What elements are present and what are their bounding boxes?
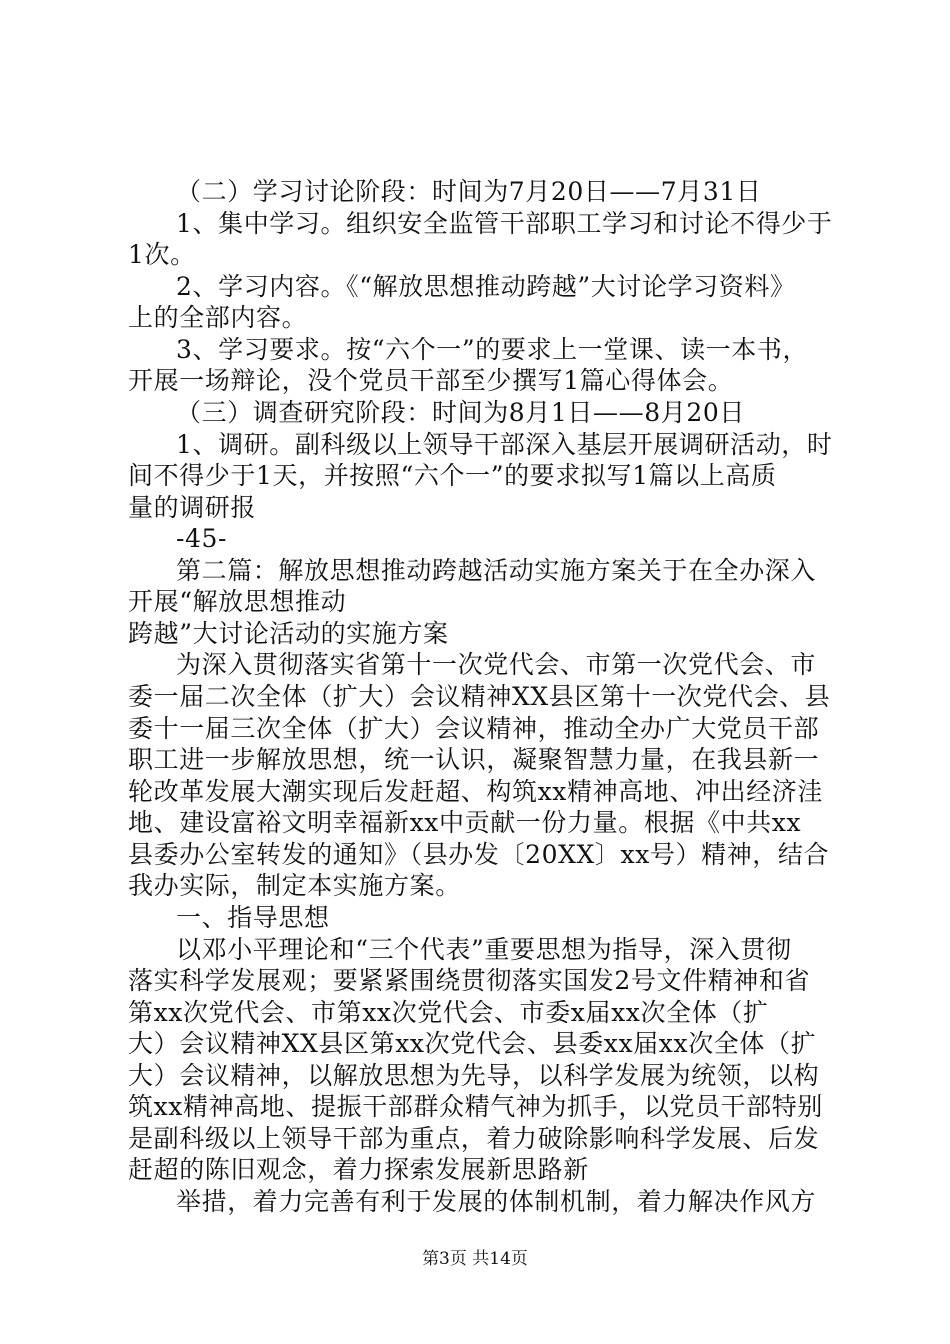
- heading: 一、指导思想: [176, 903, 330, 932]
- text-line: 量的调研报: [128, 493, 257, 522]
- text-line: 县委办公室转发的通知》（县办发〔20XX〕xx号）精神，结合: [128, 840, 830, 869]
- text-line: 1次。: [128, 240, 196, 269]
- text-line: 2、学习内容。《“解放思想推动跨越”大讨论学习资料》: [176, 272, 796, 301]
- text-line: 我办实际，制定本实施方案。: [128, 871, 461, 900]
- text-line: 上的全部内容。: [128, 303, 308, 332]
- text-line: （二）学习讨论阶段：时间为7月20日——7月31日: [176, 177, 762, 206]
- text-line: 轮改革发展大潮实现后发赶超、构筑xx精神高地、冲出经济洼: [128, 777, 824, 806]
- text-line: 开展一场辩论，没个党员干部至少撰写1篇心得体会。: [128, 366, 734, 395]
- text-line: 委一届二次全体（扩大）会议精神XX县区第十一次党代会、县: [128, 682, 831, 711]
- text-line: 职工进一步解放思想，统一认识，凝聚智慧力量，在我县新一: [128, 745, 820, 774]
- text-line: 1、调研。副科级以上领导干部深入基层开展调研活动，时: [176, 430, 833, 459]
- text-line: 举措，着力完善有利于发展的体制机制，着力解决作风方: [176, 1187, 817, 1216]
- text-line: 是副科级以上领导干部为重点，着力破除影响科学发展、后发: [128, 1124, 820, 1153]
- text-line: 赶超的陈旧观念，着力探索发展新思路新: [128, 1155, 589, 1184]
- section-title: 跨越”大讨论活动的实施方案: [128, 619, 449, 648]
- page-footer: 第3页 共14页: [422, 1249, 528, 1269]
- text-line: 落实科学发展观；要紧紧围绕贯彻落实国发2号文件精神和省: [128, 966, 811, 995]
- text-line: 1、集中学习。组织安全监管干部职工学习和讨论不得少于: [176, 209, 833, 238]
- text-line: 大）会议精神，以解放思想为先导，以科学发展为统领，以构: [128, 1061, 820, 1090]
- page-number-inline: -45-: [176, 524, 228, 553]
- section-title: 第二篇：解放思想推动跨越活动实施方案关于在全办深入: [176, 556, 817, 585]
- text-line: 第xx次党代会、市第xx次党代会、市委x届xx次全体（扩: [128, 998, 769, 1027]
- section-title: 开展“解放思想推动: [128, 587, 347, 616]
- text-line: 3、学习要求。按“六个一”的要求上一堂课、读一本书，: [176, 335, 809, 364]
- text-line: 筑xx精神高地、提振干部群众精气神为抓手，以党员干部特别: [128, 1092, 824, 1121]
- text-line: 为深入贯彻落实省第十一次党代会、市第一次党代会、市: [176, 650, 817, 679]
- text-line: 以邓小平理论和“三个代表”重要思想为指导，深入贯彻: [176, 935, 792, 964]
- text-line: 间不得少于1天，并按照“六个一”的要求拟写1篇以上高质: [128, 461, 777, 490]
- text-line: 地、建设富裕文明幸福新xx中贡献一份力量。根据《中共xx: [128, 808, 802, 837]
- text-line: 委十一届三次全体（扩大）会议精神，推动全办广大党员干部: [128, 714, 820, 743]
- text-line: （三）调查研究阶段：时间为8月1日——8月20日: [176, 398, 745, 427]
- text-line: 大）会议精神XX县区第xx次党代会、县委xx届xx次全体（扩: [128, 1029, 817, 1058]
